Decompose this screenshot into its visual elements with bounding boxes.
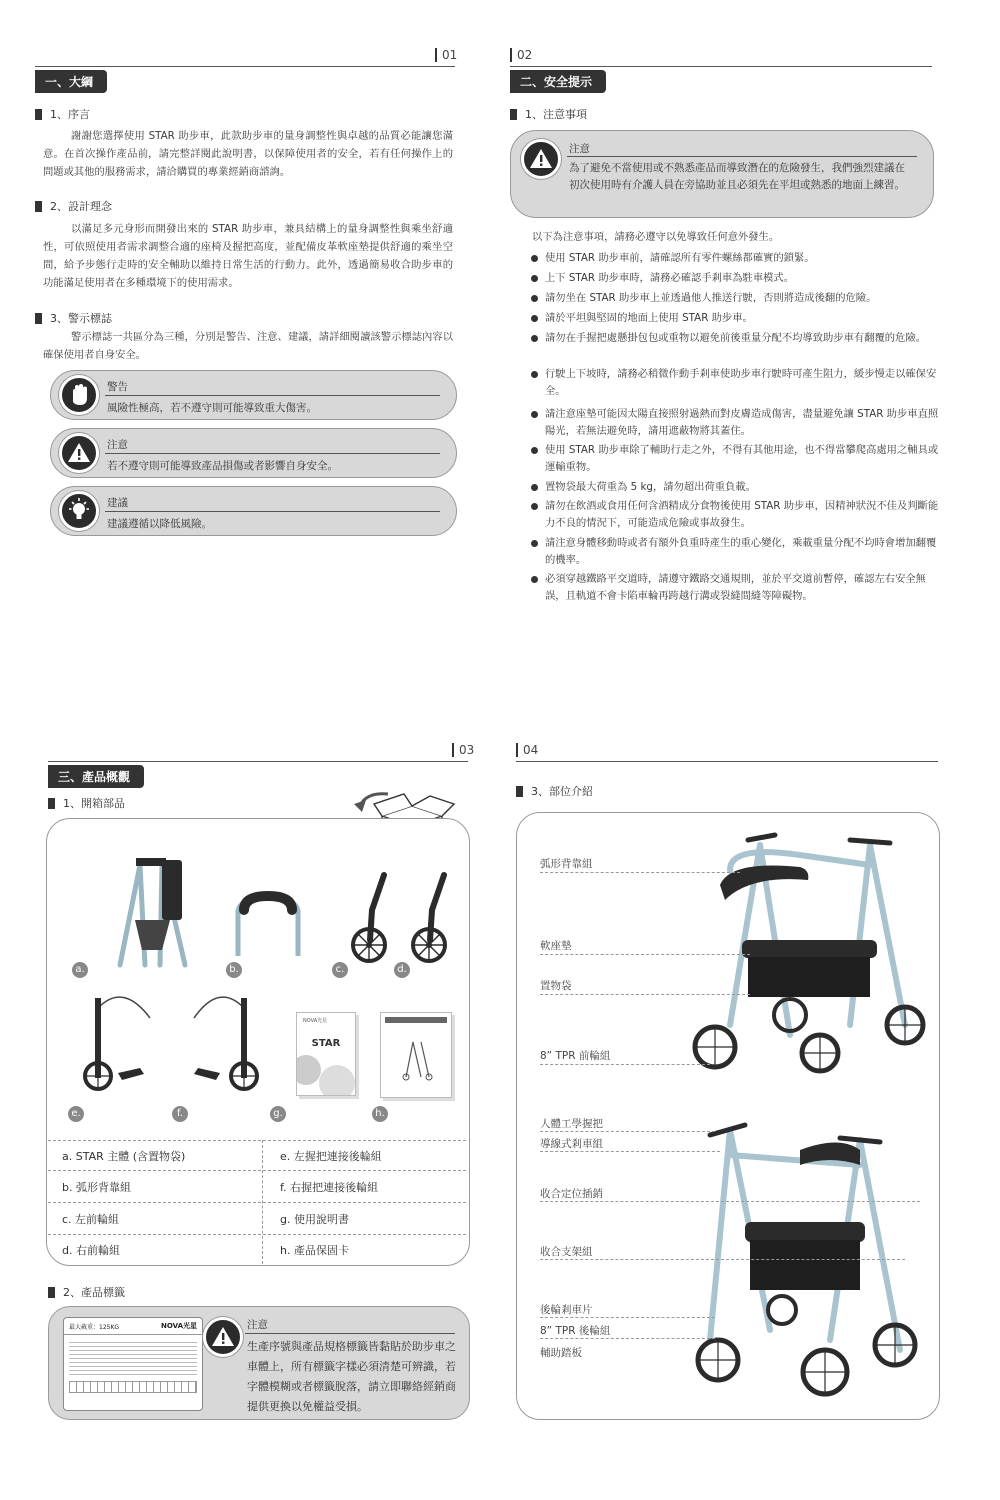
list-item: 使用 STAR 助步車除了輔助行走之外，不得有其他用途，也不得當攀爬高處用之輔具或運輸重物。 <box>531 442 945 476</box>
warning-icon <box>59 433 99 473</box>
warning-pill <box>50 370 457 420</box>
header-rule <box>48 761 468 762</box>
label-serial-grid <box>69 1381 197 1393</box>
table-cell: h. 產品保固卡 <box>280 1244 349 1257</box>
section-title: 三、產品概觀 <box>48 765 144 788</box>
section-title: 二、安全提示 <box>510 70 606 93</box>
callout-leader <box>540 954 750 955</box>
table-divider <box>48 1140 466 1141</box>
manual-brand: NOVA光星 <box>303 1018 328 1024</box>
subheading-notices: 1、注意事項 <box>510 106 587 122</box>
table-cell: f. 右握把連接後輪組 <box>280 1181 379 1194</box>
lightbulb-icon <box>59 491 99 531</box>
warning-icon <box>203 1317 243 1357</box>
notices-lead: 以下為注意事項，請務必遵守以免導致任何意外發生。 <box>532 231 780 243</box>
pill-text: 若不遵守則可能導致產品損傷或者影響自身安全。 <box>107 460 338 472</box>
callout-soft-seat: 軟座墊 <box>540 940 572 952</box>
list-item: 請勿坐在 STAR 助步車上並透過他人推送行駛，否則將造成後翻的危險。 <box>531 290 945 307</box>
part-marker-b: b. <box>226 962 242 978</box>
manual-title: STAR <box>311 1038 341 1049</box>
list-item: 請於平坦與堅固的地面上使用 STAR 助步車。 <box>531 310 945 327</box>
list-item: 使用 STAR 助步車前，請確認所有零件螺絲都確實的鎖緊。 <box>531 250 945 267</box>
card-walker-sketch <box>381 1027 451 1087</box>
pill-title: 警告 <box>107 381 128 393</box>
list-item: 必須穿越鐵路平交道時，請遵守鐵路交通規則，並於平交道前暫停，確認左右安全無誤，且軌道不會卡陷車輪再跨越行溝或裂縫間縫等障礙物。 <box>531 571 945 605</box>
callout-step-pedal: 輔助踏板 <box>540 1347 582 1359</box>
list-item: 請勿在手握把處懸掛包包或重物以避免前後重量分配不均導致助步車有翻覆的危險。 <box>531 330 945 347</box>
intro-paragraph: 謝謝您選擇使用 STAR 助步車，此款助步車的量身調整性與卓越的品質必能讓您滿意。在首次操作產品前，請完整詳閱此說明書，以保障使用者的安全，若有任何操作上的問題或其他的服務需求，請洽購買的專業經銷商諮詢。 <box>43 130 453 178</box>
callout-leader <box>540 1338 715 1339</box>
caution-rule <box>245 1333 455 1334</box>
table-cell: b. 弧形背靠組 <box>62 1181 131 1194</box>
label-max-load: 最大載重：125KG <box>69 1323 120 1331</box>
arc-backrest-image <box>228 888 308 958</box>
table-cell: g. 使用說明書 <box>280 1213 349 1226</box>
subheading-unbox: 1、開箱部品 <box>48 795 125 811</box>
callout-rear-brake: 後輪剎車片 <box>540 1304 593 1316</box>
caution-text: 生產序號與產品規格標籤皆黏貼於助步車之車體上，所有標籤字樣必須清楚可辨識，若字體模糊或者標籤脫落，請立即聯絡經銷商提供更換以免權益受損。 <box>247 1340 456 1413</box>
table-cell: c. 左前輪組 <box>62 1213 120 1226</box>
walker-main-body-image <box>100 850 210 970</box>
list-item: 上下 STAR 助步車時，請務必確認手剎車為駐車模式。 <box>531 270 945 287</box>
label-brand: NOVA光星 <box>161 1322 197 1330</box>
warranty-card-image <box>380 1012 452 1098</box>
callout-brake-cable: 導線式剎車組 <box>540 1138 603 1150</box>
table-cell: a. STAR 主體 (含置物袋) <box>62 1150 186 1163</box>
caution-title: 注意 <box>247 1319 268 1331</box>
part-marker-d: d. <box>394 962 410 978</box>
label-fine-print <box>69 1339 197 1377</box>
table-divider <box>48 1234 466 1235</box>
card-header <box>385 1017 447 1023</box>
callout-leader <box>540 994 750 995</box>
callout-storage-bag: 置物袋 <box>540 980 572 992</box>
page-number: 02 <box>510 48 532 62</box>
warning-icon <box>521 139 561 179</box>
page-number: 01 <box>435 48 457 62</box>
callout-leader <box>540 1201 920 1202</box>
manual-circles-2 <box>319 1065 355 1096</box>
list-item: 置物袋最大荷重為 5 kg，請勿超出荷重負載。 <box>531 479 945 496</box>
user-manual-image <box>296 1012 356 1096</box>
walker-rear-view-image <box>690 1110 930 1410</box>
section-title: 一、大綱 <box>35 70 107 93</box>
pill-rule <box>105 395 440 396</box>
right-handle-rear-wheel-image <box>184 988 264 1093</box>
page-number: 03 <box>452 743 474 757</box>
pill-title: 建議 <box>107 497 128 509</box>
header-rule <box>516 761 938 762</box>
subheading-warning-signs: 3、警示標誌 <box>35 310 112 326</box>
pill-text: 風險性極高，若不遵守則可能導致重大傷害。 <box>107 402 317 414</box>
callout-leader <box>540 1317 715 1318</box>
left-handle-rear-wheel-image <box>78 988 158 1093</box>
part-marker-g: g. <box>270 1106 286 1122</box>
product-label-panel <box>48 1306 470 1420</box>
callout-ergonomic-handle: 人體工學握把 <box>540 1118 603 1130</box>
callout-front-wheel: 8” TPR 前輪組 <box>540 1050 611 1062</box>
pill-rule <box>105 453 440 454</box>
callout-rear-wheel: 8” TPR 後輪組 <box>540 1325 611 1337</box>
page-number: 04 <box>516 743 538 757</box>
list-item: 請勿在飲酒或食用任何含酒精成分食物後使用 STAR 助步車，因精神狀況不佳及判斷能力不良的情況下，可能造成危險或事故發生。 <box>531 498 945 532</box>
callout-leader <box>540 1131 715 1132</box>
caution-title: 注意 <box>569 143 590 155</box>
part-marker-f: f. <box>172 1106 188 1122</box>
caution-box <box>510 130 934 218</box>
right-front-wheel-image <box>404 870 454 965</box>
header-rule <box>35 66 455 67</box>
part-marker-e: e. <box>68 1106 84 1122</box>
callout-arc-backrest: 弧形背靠組 <box>540 858 593 870</box>
subheading-intro: 1、序言 <box>35 106 90 122</box>
part-marker-c: c. <box>332 962 348 978</box>
callout-leader <box>540 872 740 873</box>
part-marker-a: a. <box>72 962 88 978</box>
header-rule <box>510 66 932 67</box>
caution-rule <box>567 156 917 157</box>
caution-text: 為了避免不當使用或不熟悉產品而導致潛在的危險發生，我們強烈建議在初次使用時有介護人員在旁協助並且必須先在平坦或熟悉的地面上練習。 <box>569 162 905 191</box>
manual-circles <box>296 1055 321 1085</box>
table-cell: d. 右前輪組 <box>62 1244 120 1257</box>
table-cell: e. 左握把連接後輪組 <box>280 1150 382 1163</box>
left-front-wheel-image <box>344 870 394 965</box>
callout-fold-pin: 收合定位插銷 <box>540 1188 603 1200</box>
list-item: 行駛上下坡時，請務必稍微作動手剎車使助步車行駛時可產生阻力，緩步慢走以確保安全。 <box>531 366 945 400</box>
design-paragraph: 以滿足多元身形而開發出來的 STAR 助步車，兼具結構上的量身調整性與乘坐舒適性，可依照使用者需求調整合適的座椅及握把高度，並配備皮革軟座墊提供舒適的乘坐空間，給予步態行走時的安全輔助以維持日常生活的行動力。此外，透過簡易收合助步車的功能滿足使用者在多種環境下的使用需求。 <box>43 223 453 289</box>
table-column-divider <box>262 1140 263 1264</box>
pill-title: 注意 <box>107 439 128 451</box>
subheading-product-label: 2、產品標籤 <box>48 1284 125 1300</box>
callout-leader <box>540 1151 720 1152</box>
callout-fold-frame: 收合支架組 <box>540 1246 593 1258</box>
pill-rule <box>105 511 440 512</box>
subheading-design: 2、設計理念 <box>35 198 112 214</box>
caution-pill <box>50 428 457 478</box>
callout-leader <box>540 1064 710 1065</box>
part-marker-h: h. <box>372 1106 388 1122</box>
walker-front-view-image <box>690 825 930 1085</box>
suggestion-pill <box>50 486 457 536</box>
table-divider <box>48 1170 466 1171</box>
list-item: 請注意座墊可能因太陽直接照射過熱而對皮膚造成傷害，盡量避免讓 STAR 助步車直照陽光，若無法避免時，請用遮蔽物將其蓋住。 <box>531 406 945 440</box>
hand-stop-icon <box>59 375 99 415</box>
callout-leader <box>540 1259 905 1260</box>
table-divider <box>48 1202 466 1203</box>
warning-signs-paragraph: 警示標誌一共區分為三種，分別是警告、注意、建議，請詳細閱讀該警示標誌內容以確保使用者自身安全。 <box>43 331 453 361</box>
list-item: 請注意身體移動時或者有額外負重時產生的重心變化，乘載重量分配不均時會增加翻覆的機率。 <box>531 535 945 569</box>
subheading-parts-intro: 3、部位介紹 <box>516 783 593 799</box>
pill-text: 建議遵循以降低風險。 <box>107 518 212 530</box>
spec-label-image <box>63 1317 203 1411</box>
